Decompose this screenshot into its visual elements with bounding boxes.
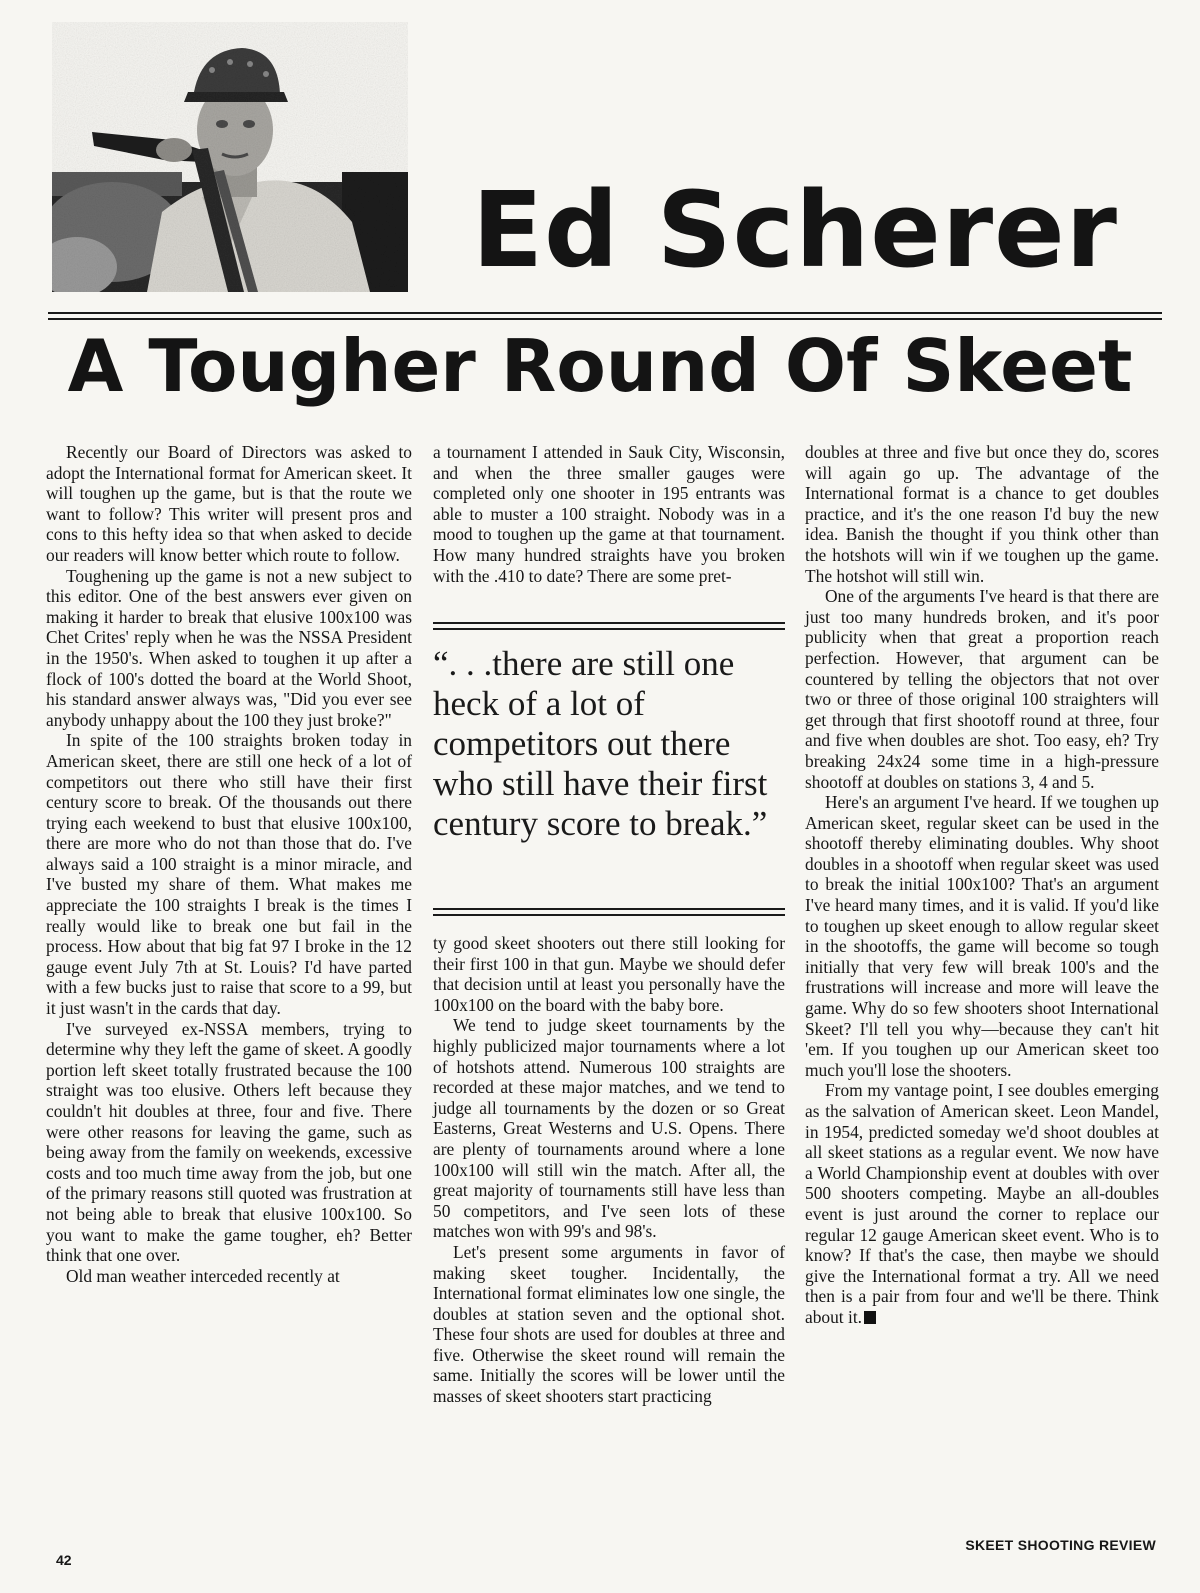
paragraph: ty good skeet shooters out there still looking for their first 100 in that gun. Maybe we should defer that decision until at least you personally have the 100x100 on the board with the baby bore. — [433, 933, 785, 1015]
article-headline: A Tougher Round Of Skeet — [67, 324, 1133, 408]
paragraph: I've surveyed ex-NSSA members, trying to determine why they left the game of skeet. A goodly portion left skeet totally frustrated because the 100 straight was too elusive. Others left because they couldn't hit doubles at three, four and five. There were other reasons for leaving the game, such as being away from the family on weekends, excessive costs and too much time away from the job, but one of the primary reasons still quoted was frustration at not being able to break that elusive 100x100. So you want to make the game tougher, eh? Better think that one over. — [46, 1018, 412, 1266]
page-number: 42 — [56, 1552, 72, 1568]
end-of-article-mark — [864, 1311, 876, 1324]
paragraph: We tend to judge skeet tournaments by the highly publicized major tournaments where a lot of hotshots attend. Numerous 100 straights are recorded at these major matches, and we tend to judge all tournaments by the dozen or so Great Easterns, Great Westerns and U.S. Opens. There are plenty of tournaments around where a lone 100x100 will still win the match. After all, the great majority of tournaments still have less than 50 competitors, and I've seen lots of these matches won with 99's and 98's. — [433, 1015, 785, 1242]
paragraph: Recently our Board of Directors was asked to adopt the International format for American skeet. It will toughen up the game, but is that the route we want to follow? This writer will present pros and cons to this hefty idea so that when asked to decide our readers will know better which route to follow. — [46, 442, 412, 565]
pull-quote-text: “. . .there are still one heck of a lot of competitors out there who still have their first century score to break.” — [433, 644, 768, 843]
author-name: Ed Scherer — [472, 169, 1118, 291]
paragraph-text: From my vantage point, I see doubles emerging as the salvation of American skeet. Leon Mandel, in 1954, predicted someday we'd shoot doubles at all skeet stations as a regular event. We now have a World Championship event at doubles with over 500 shooters competing. Maybe an all-doubles event is just around the corner to replace our regular 12 gauge American skeet event. Who is to know? If that's the case, then maybe we should give the International format a try. All we need then is a pair from four and we'll be there. Think about it. — [805, 1080, 1159, 1327]
paragraph: a tournament I attended in Sauk City, Wisconsin, and when the three smaller gauges were completed only one shooter in 195 entrants was able to muster a 100 straight. Nobody was in a mood to toughen up the game at that tournament. How many hundred straights have you broken with the .410 to date? There are some pret- — [433, 442, 785, 586]
paragraph: Here's an argument I've heard. If we toughen up American skeet, regular skeet can be used in the shootoff thereby eliminating doubles. Why shoot doubles in a shootoff when regular skeet was used to break the initial 100x100? That's an argument I've heard many times, and it is valid. If you'd like to toughen up skeet enough to allow regular skeet in the shootoffs, the game will become so tough initially that very few will break 100's and the frustrations will increase and more will leave the game. Why do so few shooters shoot International Skeet? I'll tell you why—because they can't hit 'em. If you toughen up our American skeet too much you'll lose the shooters. — [805, 792, 1159, 1080]
paragraph: In spite of the 100 straights broken today in American skeet, there are still one heck of a lot of competitors out there who still have their first century score to break. Of the thousands out there trying each weekend to bust that elusive 100x100, there are more who do not than those that do. I've always said a 100 straight is a minor miracle, and I've busted my share of them. What makes me appreciate the 100 straights I break is the times I really would like to break one but fail in the process. How about that big fat 97 I broke in the 12 gauge event July 7th at St. Louis? I'd have parted with a few bucks just to raise that score to a 99, but it just wasn't in the cards that day. — [46, 730, 412, 1019]
paragraph: Toughening up the game is not a new subject to this editor. One of the best answers ever given on making it harder to break that elusive 100x100 was Chet Crites' reply when he was the NSSA President in the 1950's. When asked to toughen it up after a flock of 100's dotted the board at the World Shoot, his standard answer always was, "Did you ever see anybody unhappy about the 100 they just broke?" — [46, 565, 412, 730]
paragraph: doubles at three and five but once they do, scores will again go up. The advantage of the International format is a chance to get doubles practice, and it's the one reason I'd buy the new idea. Banish the thought if you think other than the hotshots will win if we toughen up the game. The hotshot will still win. — [805, 442, 1159, 586]
pull-quote — [433, 622, 785, 916]
paragraph: Old man weather interceded recently at — [66, 1265, 340, 1286]
pull-quote-rule-bottom — [433, 908, 785, 916]
column-1 — [46, 442, 412, 1286]
author-photo — [52, 22, 408, 292]
column-2-bottom — [433, 933, 785, 1407]
paragraph: One of the arguments I've heard is that there are just too many hundreds broken, and it's poor publicity when that great a proportion reach perfection. However, that argument can be countered by telling the objectors that not over two or three of those original 100 straighters will get through that first shootoff round at three, four and five when doubles are shot. Too easy, eh? Try breaking 24x24 some time in a high-pressure shootoff at doubles on stations 3, 4 and 5. — [805, 586, 1159, 792]
magazine-name: SKEET SHOOTING REVIEW — [965, 1537, 1156, 1553]
pull-quote-rule-top — [433, 622, 785, 630]
paragraph: Let's present some arguments in favor of making skeet tougher. Incidentally, the International format eliminates low one single, the doubles at station seven and the optional shot. These four shots are used for doubles at three and five. Otherwise the skeet round will remain the same. Initially the scores will be lower until the masses of skeet shooters start practicing — [433, 1241, 785, 1407]
headline-rule — [48, 312, 1162, 320]
paragraph-final — [805, 1080, 1159, 1327]
column-2-top — [433, 442, 785, 586]
column-3 — [805, 442, 1159, 1328]
